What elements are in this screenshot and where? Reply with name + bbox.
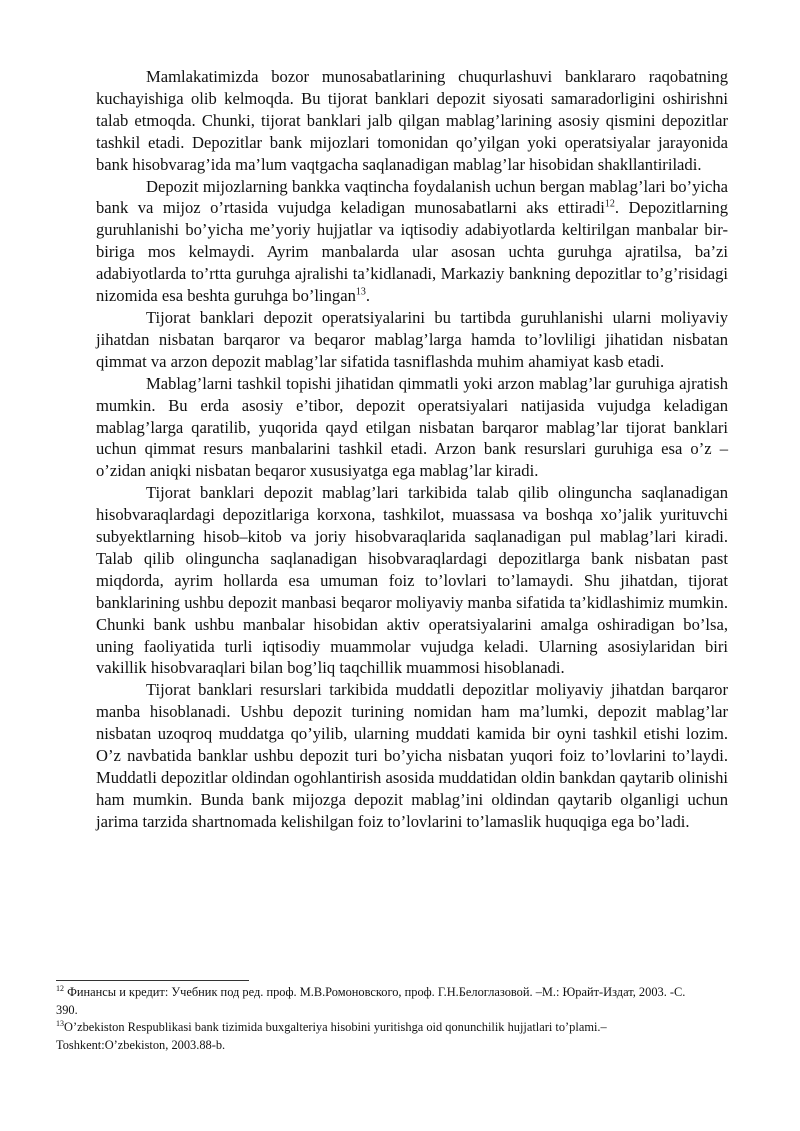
paragraph-2-text-a: Depozit mijozlarning bankka vaqtincha foydalanish uchun bergan mablag’lari bo’yicha bank va mijoz o’rtasida vujudga keladigan munosabatlarni aks ettiradi — [96, 176, 728, 218]
footnote-13 — [56, 1019, 696, 1054]
footnote-text: O’zbekiston Respublikasi bank tizimida buxgalteriya hisobini yuritishga oid qonunchilik hujjatlari to’plami.–Toshkent:O’zbekiston, 2003.88-b. — [56, 1020, 607, 1052]
paragraph-4: Mablag’larni tashkil topishi jihatidan qimmatli yoki arzon mablag’lar guruhiga ajratish mumkin. Bu erda asosiy e’tibor, depozit operatsiyalari natijasida vujudga keladigan mablag’larga qaratilib, yuqorida qayd etilgan nisbatan barqaror mablag’lar tijorat banklari uchun qimmat resurs manbalarini tashkil etadi. Arzon bank resurslari guruhiga esa o’z – o’zidan aniqki nisbatan beqaror xususiyatga ega mablag’lar kiradi. — [96, 373, 728, 481]
paragraph-6: Tijorat banklari resurslari tarkibida muddatli depozitlar moliyaviy jihatdan barqaror manba hisoblanadi. Ushbu depozit turining nomidan ham ma’lumki, depozit mablag’lar nisbatan uzoqroq muddatga qo’yilib, ularning muddati kamida bir oyni tashkil etishi lozim. O’z navbatida banklar ushbu depozit turi bo’yicha nisbatan yuqori foiz to’lovlarini to’laydi. Muddatli depozitlar oldindan ogohlantirish asosida muddatidan oldin bankdan qaytarib olinishi ham mumkin. Bunda bank mijozga depozit mablag’ini oldindan qaytarib olganligi uchun jarima tarzida shartnomada kelishilgan foiz to’lovlarini to’lamaslik huquqiga ega bo’ladi. — [96, 680, 728, 831]
footnote-separator — [56, 980, 249, 981]
footnote-ref-13: 13 — [355, 286, 366, 298]
paragraph-5: Tijorat banklari depozit mablag’lari tarkibida talab qilib olinguncha saqlanadigan hisobvaraqlardagi depozitlariga korxona, tashkilot, muassasa va boshqa xo’jalik yurituvchi subyektlarning hisob–kitob va joriy hisobvaraqlarida saqlanadigan pul mablag’lari kiradi. Talab qilib olinguncha saqlanadigan hisobvaraqlardagi depozitlarga bank nisbatan past miqdorda, ayrim hollarda esa umuman foiz to’lovlari to’lamaydi. Shu jihatdan, tijorat banklarining ushbu depozit manbasi beqaror moliyaviy manba sifatida ta’kidlashimiz mumkin. Chunki bank ushbu manbalar hisobidan aktiv operatsiyalarini amalga oshiradigan bo’lsa, uning faoliyatida turli iqtisodiy muammolar vujudga keladi. Ularning asosiylaridan biri vakillik hisobvaraqlari bilan bog’liq taqchillik muammosi hisoblanadi. — [96, 483, 728, 678]
paragraph-2-text-c: . — [365, 286, 371, 306]
footnote-ref-12: 12 — [604, 198, 615, 210]
paragraph-2-text-b: . Depozitlarning guruhlanishi bo’yicha me’yoriy hujjatlar va iqtisodiy adabiyotlarda keltirilgan manbalar bir-biriga mos kelmaydi. Ayrim manbalarda ular asosan uchta guruhga ajratilsa, ba’zi adabiyotlarda to’rtta guruhga ajralishi ta’kidlanadi, Markaziy bankning depozitlar to’g’risidagi nizomida esa beshta guruhga bo’lingan — [96, 198, 729, 306]
footnote-mark: 13 — [56, 1018, 64, 1028]
document-body — [96, 66, 728, 833]
paragraph-3: Tijorat banklari depozit operatsiyalarini bu tartibda guruhlanishi ularni moliyaviy jihatdan nisbatan barqaror va beqaror mablag’larga hamda to’lovliligi jihatidan nisbatan qimmat va arzon depozit mablag’lar sifatida tasniflashda muhim ahamiyat kasb etadi. — [96, 307, 728, 371]
footnote-12 — [56, 984, 696, 1019]
footnote-text: Финансы и кредит: Учебник под ред. проф. М.В.Ромоновского, проф. Г.Н.Белоглазовой. –М.: Юрайт-Издат, 2003. -С. 390. — [56, 985, 686, 1017]
footnote-mark: 12 — [56, 983, 64, 993]
paragraph-1: Mamlakatimizda bozor munosabatlarining chuqurlashuvi banklararo raqobatning kuchayishiga olib kelmoqda. Bu tijorat banklari depozit siyosati samaradorligini oshirishni talab etmoqda. Chunki, tijorat banklari jalb qilgan mablag’larining asosiy qismini depozitlar tashkil etadi. Depozitlar bank mijozlari tomonidan qo’yilgan yoki operatsiyalar jarayonida bank hisobvarag’ida ma’lum vaqtgacha saqlanadigan mablag’lar hisobidan shakllantiriladi. — [96, 67, 728, 174]
paragraph-2 — [96, 176, 728, 307]
footnotes — [56, 984, 696, 1054]
